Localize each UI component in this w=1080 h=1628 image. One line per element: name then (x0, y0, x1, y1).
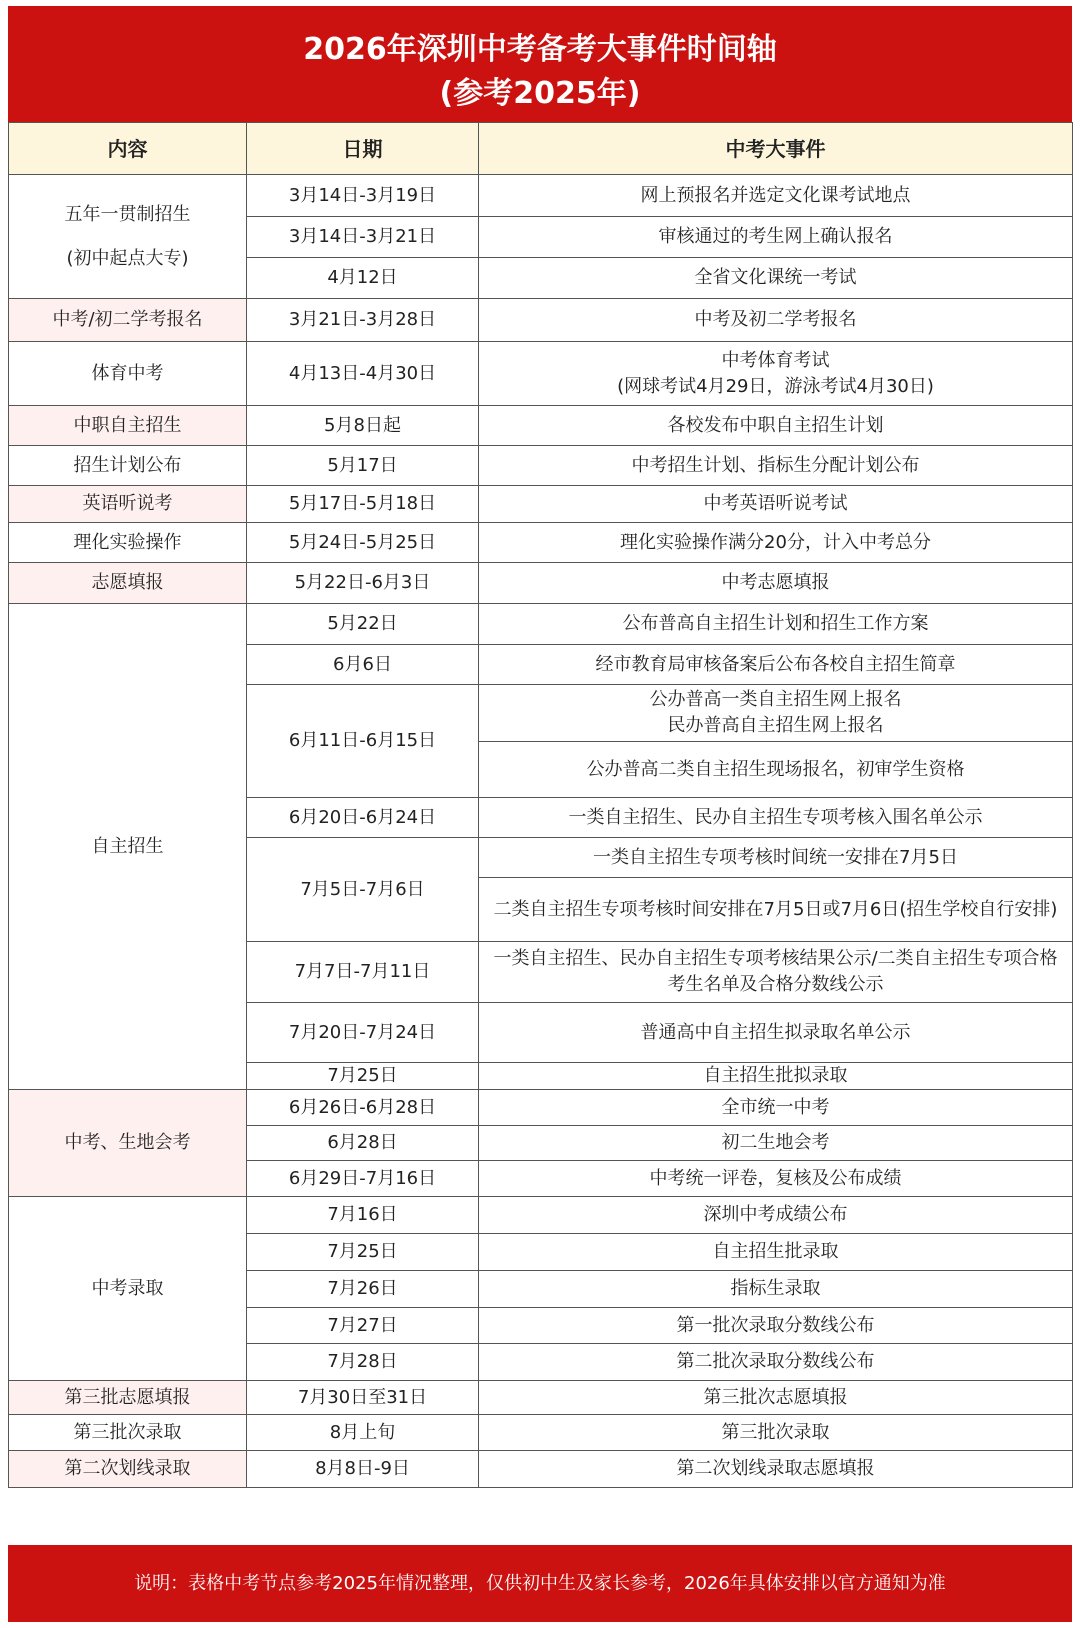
title-banner (8, 6, 1072, 122)
event-cell: 第三批次志愿填报 (479, 1381, 1073, 1415)
date-cell: 7月25日 (247, 1063, 479, 1090)
page-title: 2026年深圳中考备考大事件时间轴 (303, 32, 777, 67)
event-cell: 理化实验操作满分20分，计入中考总分 (479, 523, 1073, 563)
page-subtitle: (参考2025年) (439, 76, 641, 111)
table-row (9, 1090, 1073, 1126)
date-cell: 5月22日-6月3日 (247, 563, 479, 604)
date-cell: 7月5日-7月6日 (247, 838, 479, 942)
date-cell: 7月16日 (247, 1197, 479, 1234)
event-cell: 各校发布中职自主招生计划 (479, 406, 1073, 446)
event-cell: 公办普高一类自主招生网上报名 民办普高自主招生网上报名 (479, 685, 1073, 742)
table-row (9, 406, 1073, 446)
event-cell: 第三批次录取 (479, 1415, 1073, 1451)
event-cell: 二类自主招生专项考核时间安排在7月5日或7月6日(招生学校自行安排) (479, 878, 1073, 942)
table-row (9, 342, 1073, 406)
timeline-document (8, 6, 1072, 1622)
table-row (9, 1451, 1073, 1488)
category-cell: 志愿填报 (9, 563, 247, 604)
event-cell: 第二批次录取分数线公布 (479, 1344, 1073, 1381)
date-cell: 3月14日-3月21日 (247, 217, 479, 258)
category-cell: 中职自主招生 (9, 406, 247, 446)
table-row (9, 446, 1073, 486)
event-cell: 网上预报名并选定文化课考试地点 (479, 175, 1073, 217)
date-cell: 5月22日 (247, 604, 479, 645)
date-cell: 4月12日 (247, 258, 479, 299)
table-row (9, 1381, 1073, 1415)
date-cell: 5月17日 (247, 446, 479, 486)
date-cell: 5月24日-5月25日 (247, 523, 479, 563)
date-cell: 6月20日-6月24日 (247, 798, 479, 838)
table-header-row (9, 123, 1073, 175)
date-cell: 7月28日 (247, 1344, 479, 1381)
date-cell: 6月11日-6月15日 (247, 685, 479, 798)
category-cell: 招生计划公布 (9, 446, 247, 486)
category-cell: 中考/初二学考报名 (9, 299, 247, 342)
date-cell: 3月21日-3月28日 (247, 299, 479, 342)
event-cell: 中考英语听说考试 (479, 486, 1073, 523)
event-cell: 中考志愿填报 (479, 563, 1073, 604)
event-cell: 初二生地会考 (479, 1126, 1073, 1161)
event-cell: 全省文化课统一考试 (479, 258, 1073, 299)
date-cell: 7月7日-7月11日 (247, 942, 479, 1003)
table-row (9, 486, 1073, 523)
category-cell: 五年一贯制招生 (初中起点大专) (9, 175, 247, 299)
event-cell: 公办普高二类自主招生现场报名，初审学生资格 (479, 742, 1073, 798)
table-row (9, 1415, 1073, 1451)
date-cell: 6月29日-7月16日 (247, 1161, 479, 1197)
event-cell: 一类自主招生、民办自主招生专项考核结果公示/二类自主招生专项合格考生名单及合格分数线公示 (479, 942, 1073, 1003)
date-cell: 6月26日-6月28日 (247, 1090, 479, 1126)
category-cell: 体育中考 (9, 342, 247, 406)
event-cell: 自主招生批录取 (479, 1234, 1073, 1271)
event-cell: 经市教育局审核备案后公布各校自主招生简章 (479, 645, 1073, 685)
date-cell: 7月26日 (247, 1271, 479, 1308)
event-cell: 一类自主招生、民办自主招生专项考核入围名单公示 (479, 798, 1073, 838)
timeline-table (8, 122, 1073, 1488)
category-cell: 中考录取 (9, 1197, 247, 1381)
event-cell: 第一批次录取分数线公布 (479, 1308, 1073, 1344)
event-cell: 公布普高自主招生计划和招生工作方案 (479, 604, 1073, 645)
date-cell: 8月8日-9日 (247, 1451, 479, 1488)
date-cell: 5月17日-5月18日 (247, 486, 479, 523)
event-cell: 中考及初二学考报名 (479, 299, 1073, 342)
date-cell: 6月6日 (247, 645, 479, 685)
category-cell: 第二次划线录取 (9, 1451, 247, 1488)
event-cell: 普通高中自主招生拟录取名单公示 (479, 1003, 1073, 1063)
category-cell: 中考、生地会考 (9, 1090, 247, 1197)
event-cell: 深圳中考成绩公布 (479, 1197, 1073, 1234)
date-cell: 3月14日-3月19日 (247, 175, 479, 217)
table-row (9, 1197, 1073, 1234)
column-header-event: 中考大事件 (479, 123, 1073, 175)
category-cell: 自主招生 (9, 604, 247, 1090)
table-row (9, 563, 1073, 604)
table-row (9, 299, 1073, 342)
date-cell: 5月8日起 (247, 406, 479, 446)
footer-note: 说明：表格中考节点参考2025年情况整理，仅供初中生及家长参考，2026年具体安排以官方通知为准 (8, 1545, 1072, 1622)
category-cell: 第三批志愿填报 (9, 1381, 247, 1415)
date-cell: 7月27日 (247, 1308, 479, 1344)
date-cell: 4月13日-4月30日 (247, 342, 479, 406)
event-cell: 一类自主招生专项考核时间统一安排在7月5日 (479, 838, 1073, 878)
event-cell: 自主招生批拟录取 (479, 1063, 1073, 1090)
table-row (9, 604, 1073, 645)
category-cell: 理化实验操作 (9, 523, 247, 563)
event-cell: 指标生录取 (479, 1271, 1073, 1308)
date-cell: 8月上旬 (247, 1415, 479, 1451)
table-row (9, 523, 1073, 563)
table-row (9, 175, 1073, 217)
date-cell: 6月28日 (247, 1126, 479, 1161)
event-cell: 全市统一中考 (479, 1090, 1073, 1126)
event-cell: 中考招生计划、指标生分配计划公布 (479, 446, 1073, 486)
event-cell: 审核通过的考生网上确认报名 (479, 217, 1073, 258)
column-header-date: 日期 (247, 123, 479, 175)
event-cell: 中考体育考试 (网球考试4月29日，游泳考试4月30日) (479, 342, 1073, 406)
category-cell: 第三批次录取 (9, 1415, 247, 1451)
date-cell: 7月30日至31日 (247, 1381, 479, 1415)
event-cell: 中考统一评卷，复核及公布成绩 (479, 1161, 1073, 1197)
date-cell: 7月20日-7月24日 (247, 1003, 479, 1063)
column-header-content: 内容 (9, 123, 247, 175)
event-cell: 第二次划线录取志愿填报 (479, 1451, 1073, 1488)
table-body (9, 175, 1073, 1488)
date-cell: 7月25日 (247, 1234, 479, 1271)
category-cell: 英语听说考 (9, 486, 247, 523)
